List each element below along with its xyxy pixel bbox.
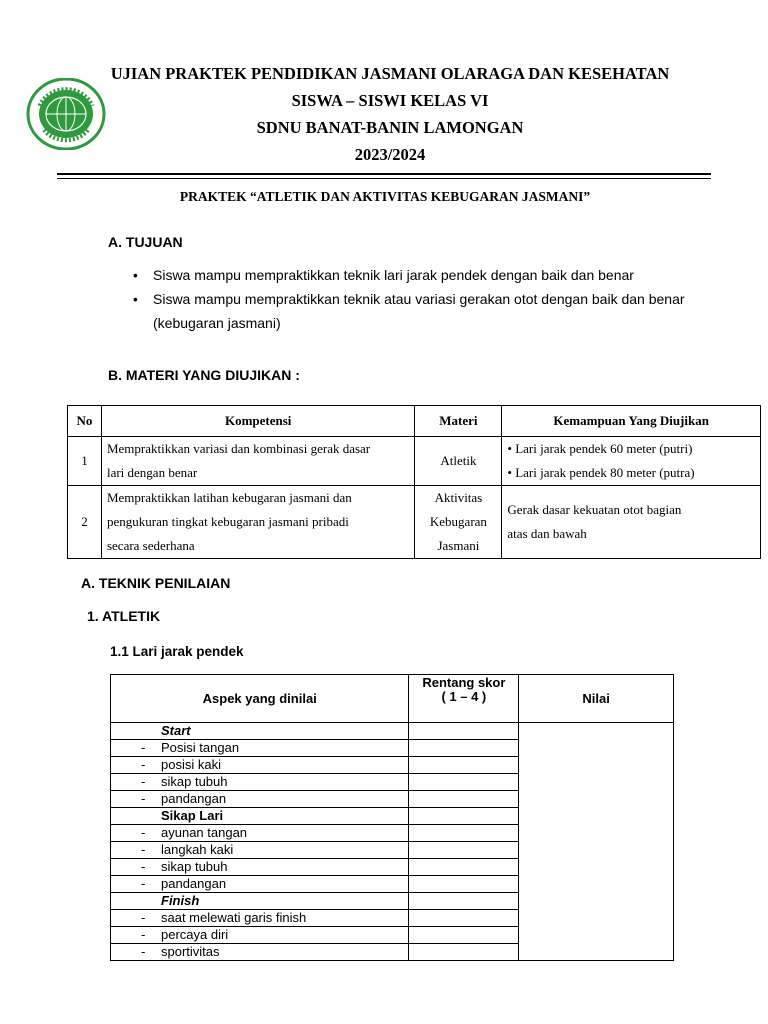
bullet-icon: • xyxy=(133,291,138,307)
row-kemampuan: Gerak dasar kekuatan otot bagian atas dan bawah xyxy=(502,486,761,559)
score-cell[interactable] xyxy=(409,791,519,808)
aspect-item: - sikap tubuh xyxy=(111,859,409,876)
score-cell[interactable] xyxy=(409,893,519,910)
col-header-nilai: Nilai xyxy=(519,675,674,723)
col-header-kompetensi: Kompetensi xyxy=(101,406,414,437)
aspect-item: - pandangan xyxy=(111,791,409,808)
aspect-item: - sportivitas xyxy=(111,944,409,961)
aspect-item: - percaya diri xyxy=(111,927,409,944)
score-cell[interactable] xyxy=(409,927,519,944)
row-kemampuan xyxy=(502,437,761,486)
score-cell[interactable] xyxy=(409,910,519,927)
row-no: 2 xyxy=(68,486,102,559)
practice-title: PRAKTEK “ATLETIK DAN AKTIVITAS KEBUGARAN JASMANI” xyxy=(179,189,591,204)
score-cell[interactable] xyxy=(409,740,519,757)
subsection-lari-jarak-pendek: 1.1 Lari jarak pendek xyxy=(110,644,244,659)
aspect-item: - ayunan tangan xyxy=(111,825,409,842)
section-penilaian-title: A. TEKNIK PENILAIAN xyxy=(81,575,231,591)
class-title: SISWA – SISWI KELAS VI xyxy=(291,91,489,110)
header-divider-thick xyxy=(57,173,711,175)
aspect-item: - saat melewati garis finish xyxy=(111,910,409,927)
penilaian-table-header xyxy=(111,675,674,723)
score-cell[interactable] xyxy=(409,774,519,791)
col-header-kemampuan: Kemampuan Yang Diujikan xyxy=(502,406,761,437)
score-cell[interactable] xyxy=(409,842,519,859)
school-logo xyxy=(26,78,106,150)
list-item: • Lari jarak pendek 60 meter (putri) xyxy=(507,441,693,456)
score-cell[interactable] xyxy=(409,944,519,961)
col-header-aspek: Aspek yang dinilai xyxy=(111,675,409,723)
nilai-cell[interactable] xyxy=(519,723,674,961)
bullet-icon: • xyxy=(507,441,516,456)
row-kompetensi: Mempraktikkan variasi dan kombinasi gerak dasar lari dengan benar xyxy=(101,437,414,486)
col-header-materi: Materi xyxy=(415,406,502,437)
aspect-item: - pandangan xyxy=(111,876,409,893)
row-materi: Atletik xyxy=(415,437,502,486)
penilaian-table xyxy=(110,674,674,961)
materi-table xyxy=(67,405,761,559)
header-divider-thin xyxy=(57,178,711,179)
tujuan-bullet-2: • Siswa mampu mempraktikkan teknik atau variasi gerakan otot dengan baik dan benar xyxy=(153,287,685,311)
row-no: 1 xyxy=(68,437,102,486)
bullet-icon: • xyxy=(507,465,516,480)
row-materi: Aktivitas Kebugaran Jasmani xyxy=(415,486,502,559)
score-cell[interactable] xyxy=(409,859,519,876)
materi-table-header xyxy=(68,406,761,437)
col-header-no: No xyxy=(68,406,102,437)
group-label: Start xyxy=(111,723,409,740)
aspect-item: - sikap tubuh xyxy=(111,774,409,791)
list-item: • Lari jarak pendek 80 meter (putra) xyxy=(507,465,695,480)
aspect-item: - Posisi tangan xyxy=(111,740,409,757)
group-label: Finish xyxy=(111,893,409,910)
exam-title: UJIAN PRAKTEK PENDIDIKAN JASMANI OLARAGA DAN KESEHATAN xyxy=(110,64,670,83)
aspect-item: - posisi kaki xyxy=(111,757,409,774)
section-materi-title: B. MATERI YANG DIUJIKAN : xyxy=(108,367,300,383)
school-name: SDNU BANAT-BANIN LAMONGAN xyxy=(256,118,524,137)
tujuan-bullet-2-cont: (kebugaran jasmani) xyxy=(153,315,281,331)
col-header-rentang: Rentang skor ( 1 – 4 ) xyxy=(409,675,519,723)
bullet-icon: • xyxy=(133,267,138,283)
score-cell[interactable] xyxy=(409,825,519,842)
subsection-atletik: 1. ATLETIK xyxy=(87,608,161,624)
score-cell[interactable] xyxy=(409,723,519,740)
section-tujuan-title: A. TUJUAN xyxy=(108,234,183,250)
aspect-item: - langkah kaki xyxy=(111,842,409,859)
table-row xyxy=(68,486,761,559)
score-cell[interactable] xyxy=(409,876,519,893)
tujuan-bullet-1: • Siswa mampu mempraktikkan teknik lari jarak pendek dengan baik dan benar xyxy=(153,263,634,287)
school-year: 2023/2024 xyxy=(354,145,426,164)
table-row xyxy=(68,437,761,486)
score-cell[interactable] xyxy=(409,808,519,825)
score-cell[interactable] xyxy=(409,757,519,774)
group-row-start xyxy=(111,723,674,740)
row-kompetensi: Mempraktikkan latihan kebugaran jasmani dan pengukuran tingkat kebugaran jasmani pribadi secara sederhana xyxy=(101,486,414,559)
group-label: Sikap Lari xyxy=(111,808,409,825)
